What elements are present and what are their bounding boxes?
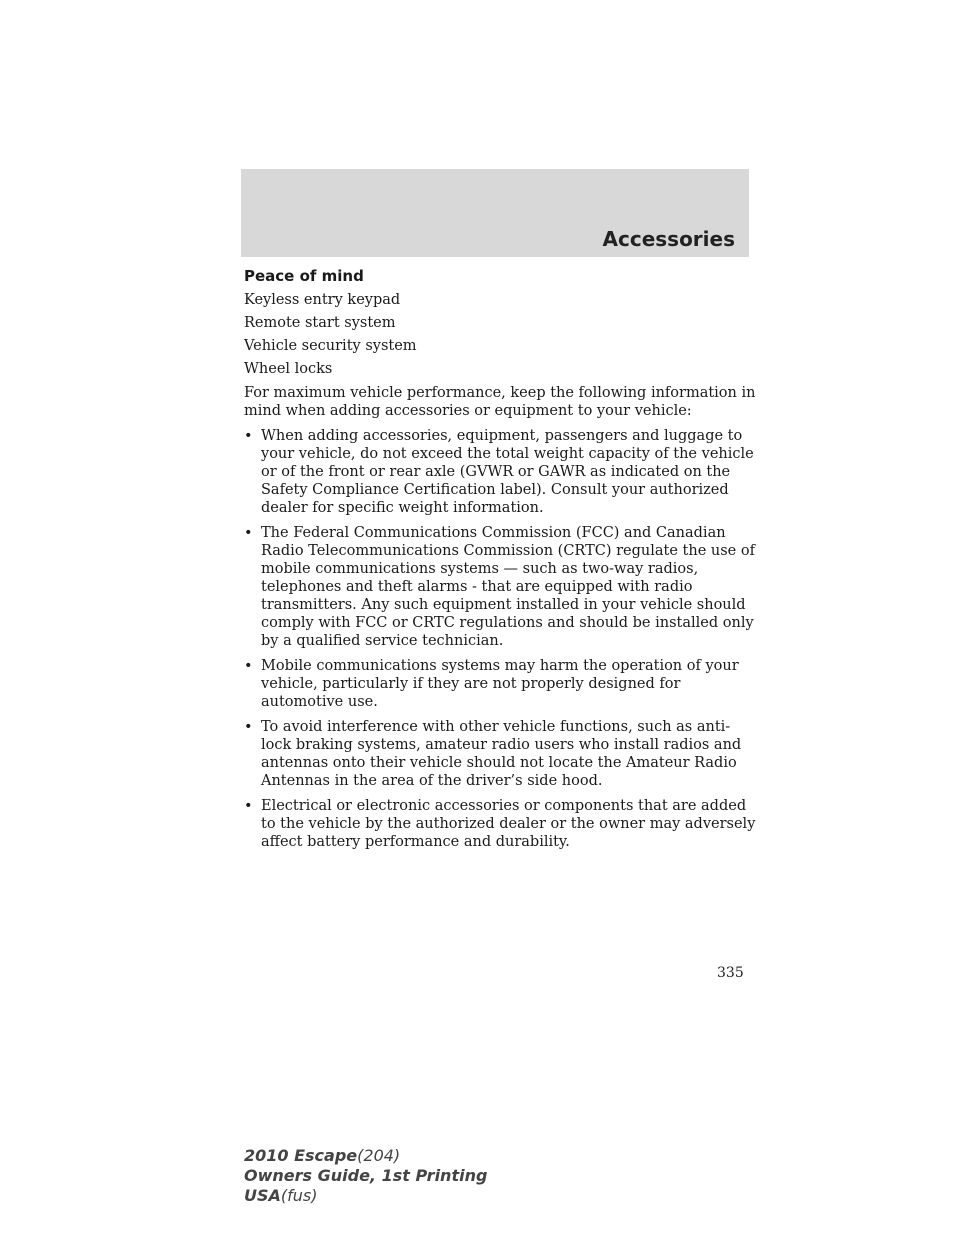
bullet-icon: •	[244, 658, 253, 674]
footer-imprint	[244, 1146, 487, 1206]
bullet-text: Mobile communications systems may harm the operation of your vehicle, particularly if they are not properly designed for automotive use.	[261, 658, 739, 710]
footer-line-market	[244, 1186, 487, 1206]
bullet-text: To avoid interference with other vehicle functions, such as anti-lock braking systems, amateur radio users who install radios and antennas onto their vehicle should not locate the Amateur Radio Antennas in the area of the driver’s side hood.	[261, 719, 742, 789]
bullet-item	[244, 718, 756, 790]
footer-line-model	[244, 1146, 487, 1166]
bullet-item	[244, 524, 756, 650]
section-heading: Peace of mind	[244, 267, 364, 285]
chapter-title: Accessories	[602, 227, 735, 251]
accessory-item: Remote start system	[244, 315, 396, 331]
footer-market: USA	[244, 1186, 281, 1205]
footer-market-code: (fus)	[280, 1186, 318, 1205]
bullet-text: When adding accessories, equipment, passengers and luggage to your vehicle, do not exceed the total weight capacity of the vehicle or of the front or rear axle (GVWR or GAWR as indicated on the Safety Compliance Certification label). Consult your authorized dealer for specific weight information.	[261, 428, 754, 516]
footer-model: 2010 Escape	[244, 1146, 358, 1165]
bullet-item	[244, 427, 756, 517]
bullet-text: Electrical or electronic accessories or components that are added to the vehicle by the authorized dealer or the owner may adversely affect battery performance and durability.	[261, 798, 756, 850]
footer-printing: Owners Guide, 1st Printing	[244, 1166, 488, 1185]
accessory-item: Keyless entry keypad	[244, 292, 401, 308]
bullet-icon: •	[244, 719, 253, 735]
bullet-item	[244, 797, 756, 851]
page-number: 335	[717, 965, 744, 981]
accessory-item: Wheel locks	[244, 361, 333, 377]
bullet-list	[244, 427, 756, 851]
footer-model-code: (204)	[357, 1146, 401, 1165]
bullet-icon: •	[244, 798, 253, 814]
intro-paragraph: For maximum vehicle performance, keep the following information in mind when adding accessories or equipment to your vehicle:	[244, 385, 756, 419]
page-content	[244, 268, 756, 858]
bullet-icon: •	[244, 428, 253, 444]
accessory-item: Vehicle security system	[244, 338, 417, 354]
bullet-text: The Federal Communications Commission (FCC) and Canadian Radio Telecommunications Commission (CRTC) regulate the use of mobile communications systems — such as two-way radios, telephones and theft alarms - that are equipped with radio transmitters. Any such equipment installed in your vehicle should comply with FCC or CRTC regulations and should be installed only by a qualified service technician.	[261, 525, 755, 649]
bullet-icon: •	[244, 525, 253, 541]
chapter-header-band	[241, 169, 749, 257]
bullet-item	[244, 657, 756, 711]
